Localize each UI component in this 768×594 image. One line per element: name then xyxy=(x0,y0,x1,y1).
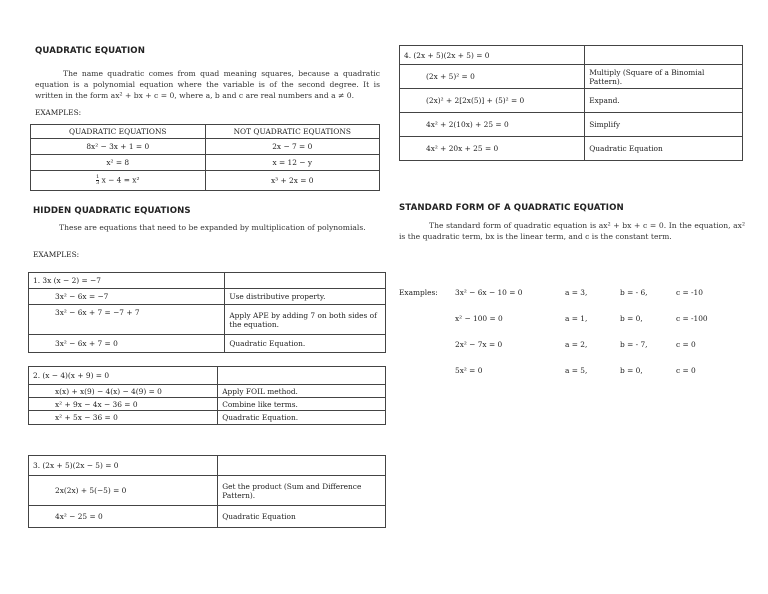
example-step: x² + 5x − 36 = 0 xyxy=(29,411,218,425)
example-header: 3. (2x + 5)(2x − 5) = 0 xyxy=(29,456,218,476)
example-1-table xyxy=(28,272,386,353)
standard-example-equation: 5x² = 0 xyxy=(455,366,483,375)
example-step: 4x² − 25 = 0 xyxy=(29,506,218,528)
example-step: 2x(2x) + 5(−5) = 0 xyxy=(29,476,218,506)
fraction-one-third: $\frac{1}{3}$ xyxy=(96,174,100,186)
example-header: 4. (2x + 5)(2x + 5) = 0 xyxy=(400,46,585,65)
example-step: 4x² + 2(10x) + 25 = 0 xyxy=(400,113,585,137)
standard-form-paragraph: The standard form of quadratic equation is ax² + bx + c = 0. In the equation, ax² is the quadratic term, bx is the linear term, and c is the constant term. xyxy=(399,221,745,241)
example-step: x(x) + x(9) − 4(x) − 4(9) = 0 xyxy=(29,385,218,398)
example-step: 4x² + 20x + 25 = 0 xyxy=(400,137,585,161)
example-note: Quadratic Equation. xyxy=(218,411,386,425)
example-step: 3x² − 6x = −7 xyxy=(29,289,225,305)
example-note: Quadratic Equation xyxy=(218,506,386,528)
intro-paragraph: The name quadratic comes from quad meaning squares, because a quadratic equation is a polynomial equation where the variable is of the second degree. It is written in the form ax² + bx + c = 0, where a, b and c are real numbers and a ≠ 0. xyxy=(35,69,380,100)
standard-example-equation: 3x² − 6x − 10 = 0 xyxy=(455,288,523,297)
table-header: QUADRATIC EQUATIONS xyxy=(31,125,206,139)
example-note: Multiply (Square of a Binomial Pattern). xyxy=(585,65,743,89)
title-quadratic-equation: QUADRATIC EQUATION xyxy=(35,46,145,56)
coefficient-c: c = -100 xyxy=(676,314,708,323)
standard-examples-label: Examples: xyxy=(399,288,438,297)
coefficient-b: b = 0, xyxy=(620,314,643,323)
coefficient-a: a = 3, xyxy=(565,288,588,297)
example-3-table xyxy=(28,455,386,528)
example-note: Quadratic Equation. xyxy=(225,335,386,353)
example-note: Get the product (Sum and Difference Pattern). xyxy=(218,476,386,506)
coefficient-a: a = 1, xyxy=(565,314,588,323)
coefficient-c: c = -10 xyxy=(676,288,703,297)
coefficient-a: a = 5, xyxy=(565,366,588,375)
example-step: 3x² − 6x + 7 = −7 + 7 xyxy=(29,305,225,335)
example-header: 1. 3x (x − 2) = −7 xyxy=(29,273,225,289)
standard-example-equation: 2x² − 7x = 0 xyxy=(455,340,503,349)
hidden-intro-paragraph: These are equations that need to be expanded by multiplication of polynomials. xyxy=(59,223,366,232)
standard-example-equation: x² − 100 = 0 xyxy=(455,314,503,323)
example-note: Apply FOIL method. xyxy=(218,385,386,398)
coefficient-a: a = 2, xyxy=(565,340,588,349)
coefficient-b: b = - 6, xyxy=(620,288,648,297)
example-4-table xyxy=(399,45,743,161)
coefficient-b: b = 0, xyxy=(620,366,643,375)
example-note: Apply APE by adding 7 on both sides of the equation. xyxy=(225,305,386,335)
table-cell: 8x² − 3x + 1 = 0 xyxy=(31,139,206,155)
example-step: (2x + 5)² = 0 xyxy=(400,65,585,89)
coefficient-c: c = 0 xyxy=(676,340,696,349)
table-cell: x² = 8 xyxy=(31,155,206,171)
example-header: 2. (x − 4)(x + 9) = 0 xyxy=(29,367,218,385)
standard-form-title: STANDARD FORM OF A QUADRATIC EQUATION xyxy=(399,203,624,213)
table-header: NOT QUADRATIC EQUATIONS xyxy=(205,125,380,139)
example-step: (2x)² + 2[2x(5)] + (5)² = 0 xyxy=(400,89,585,113)
example-note: Expand. xyxy=(585,89,743,113)
example-note: Simplify xyxy=(585,113,743,137)
coefficient-b: b = - 7, xyxy=(620,340,648,349)
examples-label: EXAMPLES: xyxy=(35,108,82,117)
table-cell: x³ + 2x = 0 xyxy=(205,171,380,191)
example-note: Use distributive property. xyxy=(225,289,386,305)
table-cell: x = 12 − y xyxy=(205,155,380,171)
hidden-quadratic-title: HIDDEN QUADRATIC EQUATIONS xyxy=(33,206,191,216)
example-step: x² + 9x − 4x − 36 = 0 xyxy=(29,398,218,411)
example-note: Quadratic Equation xyxy=(585,137,743,161)
quadratic-vs-not-table xyxy=(30,124,380,191)
example-2-table xyxy=(28,366,386,425)
table-cell: 2x − 7 = 0 xyxy=(205,139,380,155)
coefficient-c: c = 0 xyxy=(676,366,696,375)
table-cell: $\frac{1}{3}$ x − 4 = x² xyxy=(31,171,206,191)
example-note: Combine like terms. xyxy=(218,398,386,411)
example-step: 3x² − 6x + 7 = 0 xyxy=(29,335,225,353)
hidden-examples-label: EXAMPLES: xyxy=(33,250,80,259)
